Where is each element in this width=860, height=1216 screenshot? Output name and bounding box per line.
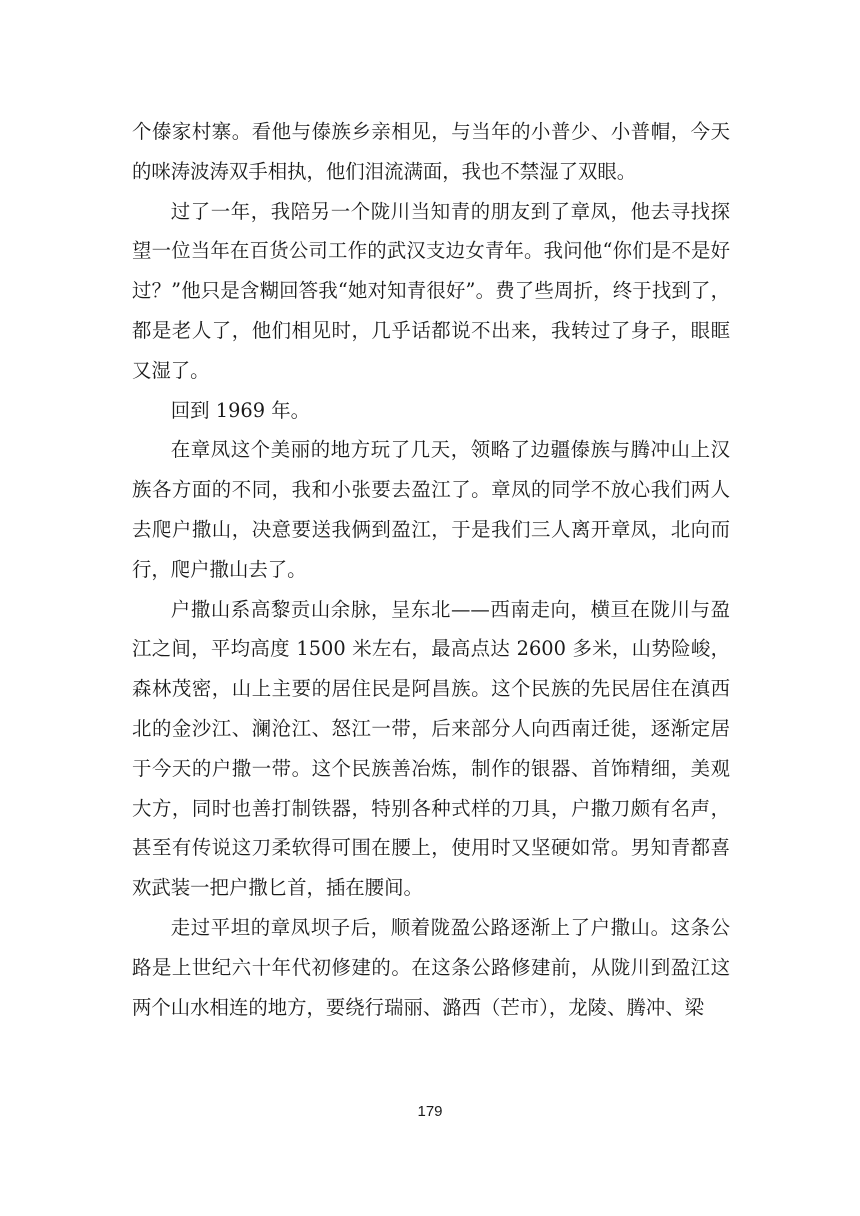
paragraph-5: 户撒山系高黎贡山余脉，呈东北——西南走向，横亘在陇川与盈江之间，平均高度 1500 米左右，最高点达 2600 多米，山势险峻，森林茂密，山上主要的居住民是阿昌族。这个民族的先民居住在滇西北的金沙江、澜沧江、怒江一带，后来部分人向西南迁徙，逐渐定居于今天的户撒一带。这个民族善冶炼，制作的银器、首饰精细，美观大方，同时也善打制铁器，特别各种式样的刀具，户撒刀颇有名声，甚至有传说这刀柔软得可围在腰上，使用时又坚硬如常。男知青都喜欢武装一把户撒匕首，插在腰间。 bbox=[132, 597, 730, 900]
body-text bbox=[132, 112, 730, 1027]
paragraph-6: 走过平坦的章凤坝子后，顺着陇盈公路逐渐上了户撒山。这条公路是上世纪六十年代初修建的。在这条公路修建前，从陇川到盈江这两个山水相连的地方，要绕行瑞丽、潞西（芒市），龙陵、腾冲、梁 bbox=[132, 915, 730, 1019]
page-number: 179 bbox=[417, 1103, 443, 1120]
paragraph-1: 个傣家村寨。看他与傣族乡亲相见，与当年的小普少、小普帽，今天的咪涛波涛双手相执，他们泪流满面，我也不禁湿了双眼。 bbox=[132, 120, 730, 183]
paragraph-3: 回到 1969 年。 bbox=[170, 398, 311, 422]
paragraph-2: 过了一年，我陪另一个陇川当知青的朋友到了章凤，他去寻找探望一位当年在百货公司工作的武汉支边女青年。我问他“你们是不是好过？”他只是含糊回答我“她对知青很好”。费了些周折，终于找到了，都是老人了，他们相见时，几乎话都说不出来，我转过了身子，眼眶又湿了。 bbox=[132, 199, 730, 382]
paragraph-4: 在章凤这个美丽的地方玩了几天，领略了边疆傣族与腾冲山上汉族各方面的不同，我和小张要去盈江了。章凤的同学不放心我们两人去爬户撒山，决意要送我俩到盈江，于是我们三人离开章凤，北向而行，爬户撒山去了。 bbox=[132, 438, 730, 581]
